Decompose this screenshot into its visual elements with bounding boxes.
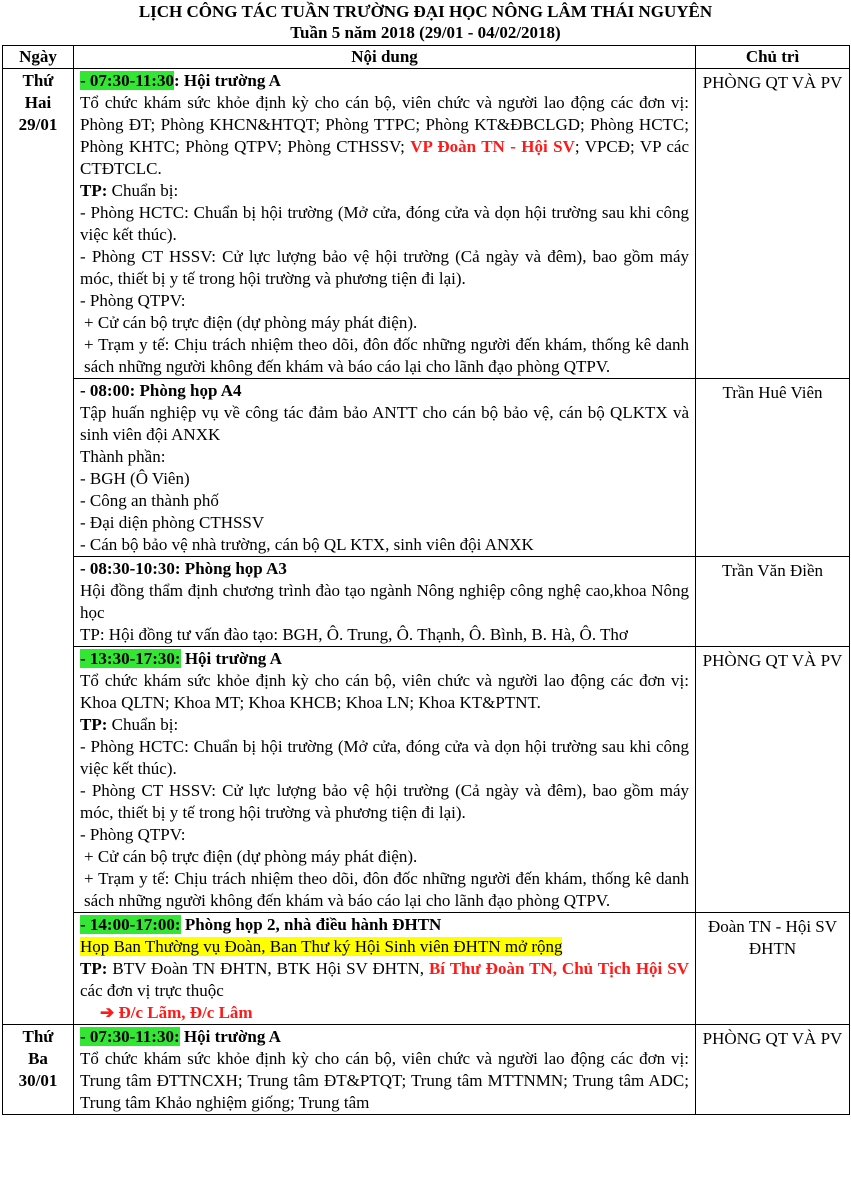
event-description: Hội đồng thẩm định chương trình đào tạo ngành Nông nghiệp công nghệ cao,khoa Nông học [80, 581, 689, 622]
detail-line: - Phòng QTPV: [80, 291, 186, 310]
column-header-host: Chủ trì [696, 46, 850, 69]
column-header-day: Ngày [3, 46, 74, 69]
participants-label: Thành phần: [80, 447, 166, 466]
event-heading: - 08:30-10:30: Phòng họp A3 [80, 559, 287, 578]
participants-text: TP: Hội đồng tư vấn đào tạo: BGH, Ô. Trung, Ô. Thạnh, Ô. Bình, B. Hà, Ô. Thơ [80, 625, 628, 644]
table-row [3, 1025, 850, 1115]
detail-line: - Phòng HCTC: Chuẩn bị hội trường (Mở cửa, đóng cửa và dọn hội trường sau khi công việc kết thúc). [80, 737, 689, 778]
participants-text: Chuẩn bị: [107, 181, 179, 200]
detail-line: + Cử cán bộ trực điện (dự phòng máy phát điện). [84, 847, 418, 866]
day-date: 30/01 [18, 1071, 58, 1090]
event-content [74, 69, 696, 379]
event-content [74, 913, 696, 1025]
participants-text: các đơn vị trực thuộc [80, 981, 224, 1000]
detail-line: - Đại diện phòng CTHSSV [80, 513, 265, 532]
event-description: ; VPCĐ; VP các CTĐTCLC. [80, 137, 689, 178]
event-description: Họp Ban Thường vụ Đoàn, Ban Thư ký Hội Sinh viên ĐHTN mở rộng [80, 937, 563, 956]
table-row [3, 379, 850, 557]
host-cell: Trần Văn Điền [696, 557, 850, 647]
day-label: Thứ [22, 71, 54, 90]
detail-line: - Phòng CT HSSV: Cử lực lượng bảo vệ hội trường (Cả ngày và đêm), bao gồm máy móc, thiết bị y tế trong hội trường và phương tiện đi lại). [80, 781, 689, 822]
detail-line: - Phòng HCTC: Chuẩn bị hội trường (Mở cửa, đóng cửa và dọn hội trường sau khi công việc kết thúc). [80, 203, 689, 244]
day-label: Thứ [22, 1027, 54, 1046]
event-place: : Hội trường A [173, 71, 281, 90]
table-row [3, 647, 850, 913]
event-content [74, 379, 696, 557]
event-heading: - 08:00: Phòng họp A4 [80, 381, 242, 400]
event-description: Tổ chức khám sức khỏe định kỳ cho cán bộ, viên chức và người lao động các đơn vị: Phòng ĐT; Phòng KHCN&HTQT; Phòng TTPC; Phòng KT&ĐBCLGD; Phòng HCTC; Phòng KHTC; Phòng QTPV; Phòng CTHSSV; [80, 93, 689, 156]
detail-line: - Cán bộ bảo vệ nhà trường, cán bộ QL KTX, sinh viên đội ANXK [80, 535, 534, 554]
host-cell: Trần Huê Viên [696, 379, 850, 557]
event-place: Phòng họp 2, nhà điều hành ĐHTN [180, 915, 442, 934]
detail-line: - BGH (Ô Viên) [80, 469, 190, 488]
event-content [74, 1025, 696, 1115]
detail-line: - Công an thành phố [80, 491, 219, 510]
participants-label: TP: [80, 181, 108, 200]
event-description: Tập huấn nghiệp vụ về công tác đảm bảo ANTT cho cán bộ bảo vệ, cán bộ QLKTX và sinh viên đội ANXK [80, 403, 689, 444]
participants-label: TP: [80, 959, 108, 978]
event-highlight: Bí Thư Đoàn TN, Chủ Tịch Hội SV [428, 959, 689, 978]
event-description: Tổ chức khám sức khỏe định kỳ cho cán bộ, viên chức và người lao động các đơn vị: Khoa QLTN; Khoa MT; Khoa KHCB; Khoa LN; Khoa KT&PTNT. [80, 671, 689, 712]
day-cell-tuesday [3, 1025, 74, 1115]
column-header-content: Nội dung [74, 46, 696, 69]
detail-line: + Cử cán bộ trực điện (dự phòng máy phát điện). [84, 313, 418, 332]
detail-line: - Phòng CT HSSV: Cử lực lượng bảo vệ hội trường (Cả ngày và đêm), bao gồm máy móc, thiết bị y tế trong hội trường và phương tiện đi lại). [80, 247, 689, 288]
event-highlight: VP Đoàn TN - Hội SV [410, 137, 575, 156]
detail-line: + Trạm y tế: Chịu trách nhiệm theo dõi, đôn đốc những người đến khám, thống kê danh sách những người không đến khám và báo cáo lại cho lãnh đạo phòng QTPV. [84, 335, 689, 376]
page-title: LỊCH CÔNG TÁC TUẦN TRƯỜNG ĐẠI HỌC NÔNG LÂM THÁI NGUYÊN [138, 2, 713, 21]
host-cell: Đoàn TN - Hội SV ĐHTN [696, 913, 850, 1025]
host-cell: PHÒNG QT VÀ PV [696, 1025, 850, 1115]
assignee-text: Đ/c Lãm, Đ/c Lâm [114, 1003, 253, 1022]
schedule-table [2, 45, 850, 1115]
day-date: 29/01 [18, 115, 58, 134]
event-content [74, 647, 696, 913]
event-content [74, 557, 696, 647]
event-place: Hội trường A [179, 1027, 281, 1046]
table-row [3, 913, 850, 1025]
host-cell: PHÒNG QT VÀ PV [696, 69, 850, 379]
day-label: Ba [28, 1049, 48, 1068]
table-row [3, 557, 850, 647]
table-row [3, 69, 850, 379]
table-header-row [3, 46, 850, 69]
detail-line: + Trạm y tế: Chịu trách nhiệm theo dõi, đôn đốc những người đến khám, thống kê danh sách những người không đến khám và báo cáo lại cho lãnh đạo phòng QTPV. [84, 869, 689, 910]
event-time: - 13:30-17:30: [80, 649, 181, 668]
event-description: Tổ chức khám sức khỏe định kỳ cho cán bộ, viên chức và người lao động các đơn vị: Trung tâm ĐTTNCXH; Trung tâm ĐT&PTQT; Trung tâm MTTNMN; Trung tâm ADC; Trung tâm Khảo nghiệm giống; Trung tâm [80, 1049, 689, 1112]
participants-text: BTV Đoàn TN ĐHTN, BTK Hội SV ĐHTN, [107, 959, 429, 978]
day-label: Hai [24, 93, 52, 112]
participants-label: TP: [80, 715, 108, 734]
event-time: - 07:30-11:30 [80, 71, 174, 90]
event-time: - 07:30-11:30: [80, 1027, 180, 1046]
day-cell-monday [3, 69, 74, 1025]
arrow-icon: ➔ [100, 1003, 115, 1022]
page-subtitle: Tuần 5 năm 2018 (29/01 - 04/02/2018) [290, 23, 561, 42]
detail-line: - Phòng QTPV: [80, 825, 186, 844]
participants-text: Chuẩn bị: [107, 715, 179, 734]
event-time: - 14:00-17:00: [80, 915, 181, 934]
host-cell: PHÒNG QT VÀ PV [696, 647, 850, 913]
event-place: Hội trường A [180, 649, 282, 668]
